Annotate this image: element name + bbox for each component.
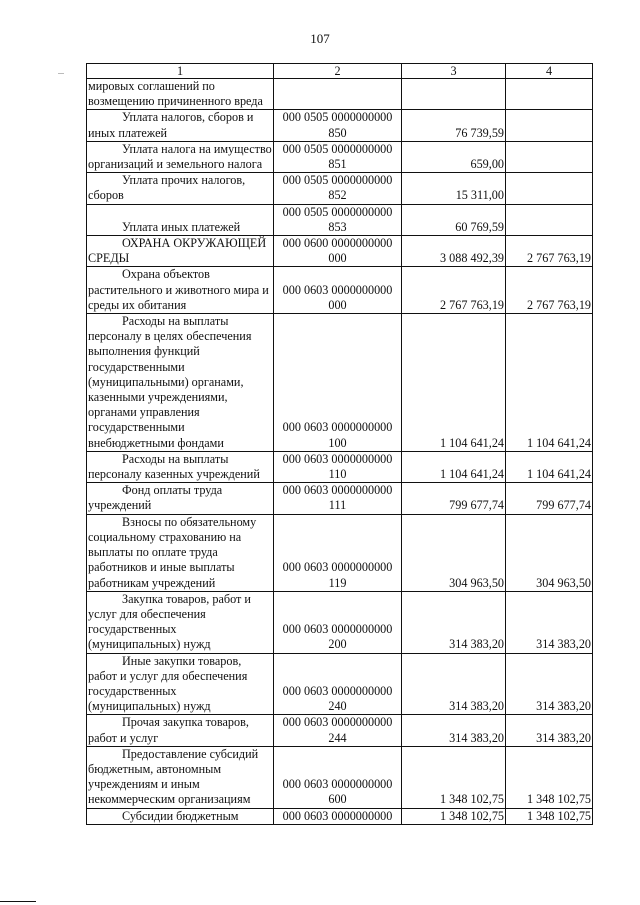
row-value-col3: 1 348 102,75 <box>402 808 506 824</box>
row-code: 000 0603 0000000000 240 <box>274 653 402 715</box>
row-value-col4: 2 767 763,19 <box>506 267 593 314</box>
row-code: 000 0603 0000000000 600 <box>274 746 402 808</box>
table-row <box>87 591 593 653</box>
row-value-col3: 2 767 763,19 <box>402 267 506 314</box>
row-name: Уплата прочих налогов, сборов <box>87 173 274 204</box>
row-code: 000 0603 0000000000 111 <box>274 483 402 514</box>
row-value-col3: 314 383,20 <box>402 715 506 746</box>
page-number: 107 <box>310 31 330 46</box>
row-name: Фонд оплаты труда учреждений <box>87 483 274 514</box>
row-code: 000 0505 0000000000 851 <box>274 141 402 172</box>
row-value-col4: 304 963,50 <box>506 514 593 591</box>
row-value-col3: 60 769,59 <box>402 204 506 235</box>
row-code <box>274 79 402 110</box>
row-name: Иные закупки товаров, работ и услуг для обеспечения государственных (муниципальных) нужд <box>87 653 274 715</box>
row-name: мировых соглашений по возмещению причиненного вреда <box>87 79 274 110</box>
row-name: Охрана объектов растительного и животного мира и среды их обитания <box>87 267 274 314</box>
margin-mark <box>58 73 64 74</box>
row-name: Прочая закупка товаров, работ и услуг <box>87 715 274 746</box>
row-value-col3: 799 677,74 <box>402 483 506 514</box>
row-value-col3: 76 739,59 <box>402 110 506 141</box>
row-name: Субсидии бюджетным <box>87 808 274 824</box>
row-value-col3: 15 311,00 <box>402 173 506 204</box>
row-name: ОХРАНА ОКРУЖАЮЩЕЙ СРЕДЫ <box>87 236 274 267</box>
row-code: 000 0603 0000000000 <box>274 808 402 824</box>
row-code: 000 0603 0000000000 200 <box>274 591 402 653</box>
row-name: Уплата налога на имущество организаций и земельного налога <box>88 141 272 172</box>
row-name: Уплата иных платежей <box>87 204 274 235</box>
table-row <box>87 483 593 514</box>
footnote-rule <box>0 901 36 902</box>
table-row <box>87 236 593 267</box>
row-value-col4 <box>506 204 593 235</box>
row-value-col4: 1 348 102,75 <box>506 808 593 824</box>
row-value-col4: 1 104 641,24 <box>506 451 593 482</box>
row-code: 000 0603 0000000000 119 <box>274 514 402 591</box>
table-row <box>87 653 593 715</box>
row-value-col4 <box>506 79 593 110</box>
row-name: Уплата налогов, сборов и иных платежей <box>87 110 274 141</box>
row-value-col4: 314 383,20 <box>506 715 593 746</box>
row-name: Закупка товаров, работ и услуг для обеспечения государственных (муниципальных) нужд <box>87 591 274 653</box>
row-value-col3: 1 348 102,75 <box>402 746 506 808</box>
row-name: Предоставление субсидий бюджетным, автономным учреждениям и иным некоммерческим организациям <box>87 746 274 808</box>
row-code: 000 0603 0000000000 110 <box>274 451 402 482</box>
row-value-col3: 304 963,50 <box>402 514 506 591</box>
budget-table <box>86 63 593 825</box>
column-header: 4 <box>506 64 593 79</box>
table-row <box>87 173 593 204</box>
table-row <box>87 514 593 591</box>
row-value-col3: 659,00 <box>402 141 506 172</box>
row-value-col4: 2 767 763,19 <box>506 236 593 267</box>
table-row <box>87 267 593 314</box>
row-value-col4: 1 104 641,24 <box>506 314 593 452</box>
column-header: 3 <box>402 64 506 79</box>
table-row <box>87 79 593 110</box>
row-value-col4: 314 383,20 <box>506 653 593 715</box>
table-row <box>87 314 593 452</box>
row-value-col3 <box>402 79 506 110</box>
row-code: 000 0505 0000000000 853 <box>274 204 402 235</box>
row-value-col3: 1 104 641,24 <box>402 314 506 452</box>
row-value-col4 <box>506 110 593 141</box>
table-row <box>87 110 593 141</box>
row-name: Расходы на выплаты персоналу в целях обеспечения выполнения функций государственными (муниципальными) органами, казенными учреждениями, органами управления государственными внебюджетными фондами <box>87 314 274 452</box>
row-value-col3: 3 088 492,39 <box>402 236 506 267</box>
row-value-col4: 1 348 102,75 <box>506 746 593 808</box>
column-header: 1 <box>87 64 274 79</box>
table-row <box>87 141 593 172</box>
table-row <box>87 808 593 824</box>
column-number-row <box>87 64 593 79</box>
row-value-col3: 314 383,20 <box>402 653 506 715</box>
row-value-col4: 799 677,74 <box>506 483 593 514</box>
column-header: 2 <box>274 64 402 79</box>
row-value-col4: 314 383,20 <box>506 591 593 653</box>
table-row <box>87 746 593 808</box>
row-name: Взносы по обязательному социальному страхованию на выплаты по оплате труда работников и иные выплаты работникам учреждений <box>87 514 274 591</box>
table-row <box>87 451 593 482</box>
row-code: 000 0603 0000000000 000 <box>274 267 402 314</box>
row-value-col4 <box>506 141 593 172</box>
row-code: 000 0600 0000000000 000 <box>274 236 402 267</box>
table-row <box>87 204 593 235</box>
row-value-col4 <box>506 173 593 204</box>
row-code: 000 0505 0000000000 852 <box>274 173 402 204</box>
row-code: 000 0603 0000000000 244 <box>274 715 402 746</box>
table-row <box>87 715 593 746</box>
row-value-col3: 314 383,20 <box>402 591 506 653</box>
row-value-col3: 1 104 641,24 <box>402 451 506 482</box>
row-name: Расходы на выплаты персоналу казенных учреждений <box>87 451 274 482</box>
row-code: 000 0505 0000000000 850 <box>274 110 402 141</box>
row-code: 000 0603 0000000000 100 <box>274 314 402 452</box>
